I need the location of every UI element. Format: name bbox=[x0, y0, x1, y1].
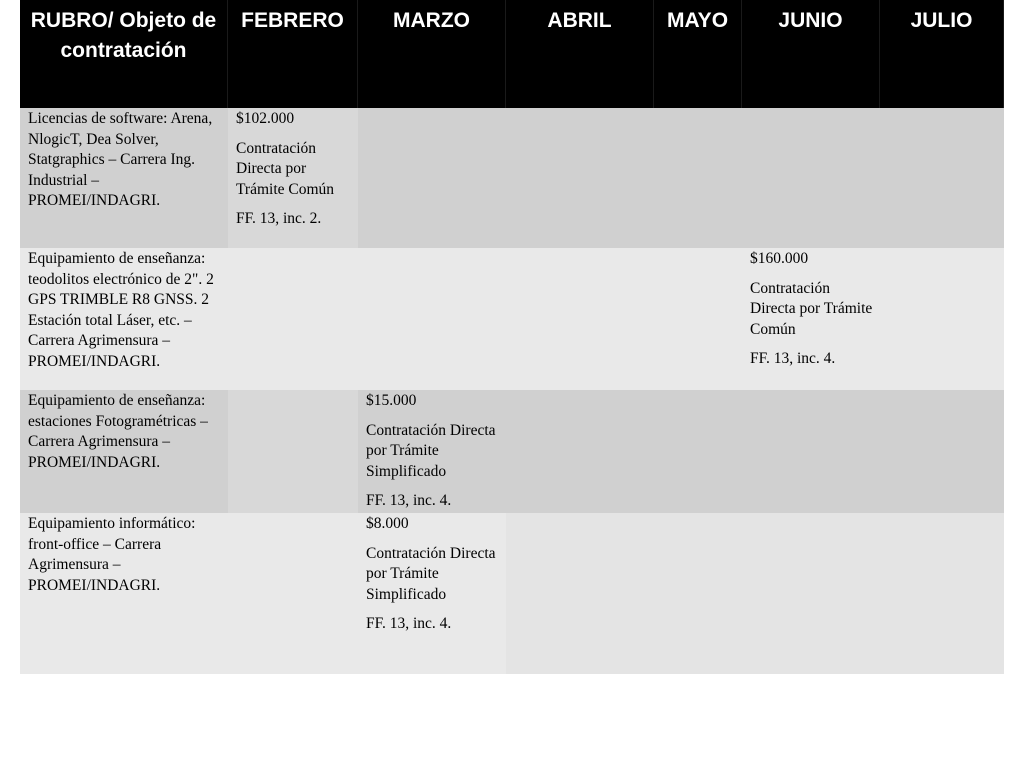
header-julio: JULIO bbox=[880, 0, 1004, 108]
header-febrero: FEBRERO bbox=[228, 0, 358, 108]
row2-modality: Contratación Directa por Trámite Común bbox=[750, 279, 873, 338]
row3-junio-cell bbox=[742, 390, 880, 513]
row4-ff: FF. 13, inc. 4. bbox=[366, 615, 452, 632]
row1-amount: $102.000 bbox=[236, 110, 295, 127]
row1-julio-cell bbox=[880, 108, 1004, 248]
row3-modality: Contratación Directa por Trámite Simplificado bbox=[366, 421, 496, 480]
row4-modality: Contratación Directa por Trámite Simplificado bbox=[366, 544, 496, 603]
row1-modality: Contratación Directa por Trámite Común bbox=[236, 139, 335, 198]
row3-rubro: Equipamiento de enseñanza: estaciones Fotogramétricas – Carrera Agrimensura – PROMEI/INDAGRI. bbox=[20, 390, 228, 513]
row2-ff: FF. 13, inc. 4. bbox=[750, 350, 836, 367]
procurement-schedule-table bbox=[20, 0, 1004, 674]
row1-junio-cell bbox=[742, 108, 880, 248]
row4-febrero-cell bbox=[228, 513, 358, 674]
row3-ff: FF. 13, inc. 4. bbox=[366, 492, 452, 509]
row3-abril-cell bbox=[506, 390, 654, 513]
row2-junio-cell bbox=[742, 248, 880, 390]
row2-julio-cell bbox=[880, 248, 1004, 390]
row2-febrero-cell bbox=[228, 248, 358, 390]
row1-mayo-cell bbox=[654, 108, 742, 248]
row2-marzo-cell bbox=[358, 248, 506, 390]
header-mayo: MAYO bbox=[654, 0, 742, 108]
row1-ff: FF. 13, inc. 2. bbox=[236, 210, 322, 227]
row1-febrero-cell bbox=[228, 108, 358, 248]
row2-mayo-cell bbox=[654, 248, 742, 390]
row2-amount: $160.000 bbox=[750, 250, 809, 267]
row4-remaining-cell bbox=[506, 513, 1004, 674]
header-rubro: RUBRO/ Objeto de contratación bbox=[20, 0, 228, 108]
row3-amount: $15.000 bbox=[366, 392, 417, 409]
row4-marzo-cell bbox=[358, 513, 506, 674]
row4-rubro: Equipamiento informático: front-office – Carrera Agrimensura – PROMEI/INDAGRI. bbox=[20, 513, 228, 674]
row3-mayo-cell bbox=[654, 390, 742, 513]
row1-marzo-cell bbox=[358, 108, 506, 248]
row4-amount: $8.000 bbox=[366, 515, 409, 532]
row3-marzo-cell bbox=[358, 390, 506, 513]
row1-abril-cell bbox=[506, 108, 654, 248]
row2-abril-cell bbox=[506, 248, 654, 390]
row2-rubro: Equipamiento de enseñanza: teodolitos electrónico de 2". 2 GPS TRIMBLE R8 GNSS. 2 Estación total Láser, etc. – Carrera Agrimensura – PROMEI/INDAGRI. bbox=[20, 248, 228, 390]
header-marzo: MARZO bbox=[358, 0, 506, 108]
header-junio: JUNIO bbox=[742, 0, 880, 108]
header-abril: ABRIL bbox=[506, 0, 654, 108]
row3-febrero-cell bbox=[228, 390, 358, 513]
row3-julio-cell bbox=[880, 390, 1004, 513]
row1-rubro: Licencias de software: Arena, NlogicT, Dea Solver, Statgraphics – Carrera Ing. Industrial – PROMEI/INDAGRI. bbox=[20, 108, 228, 248]
